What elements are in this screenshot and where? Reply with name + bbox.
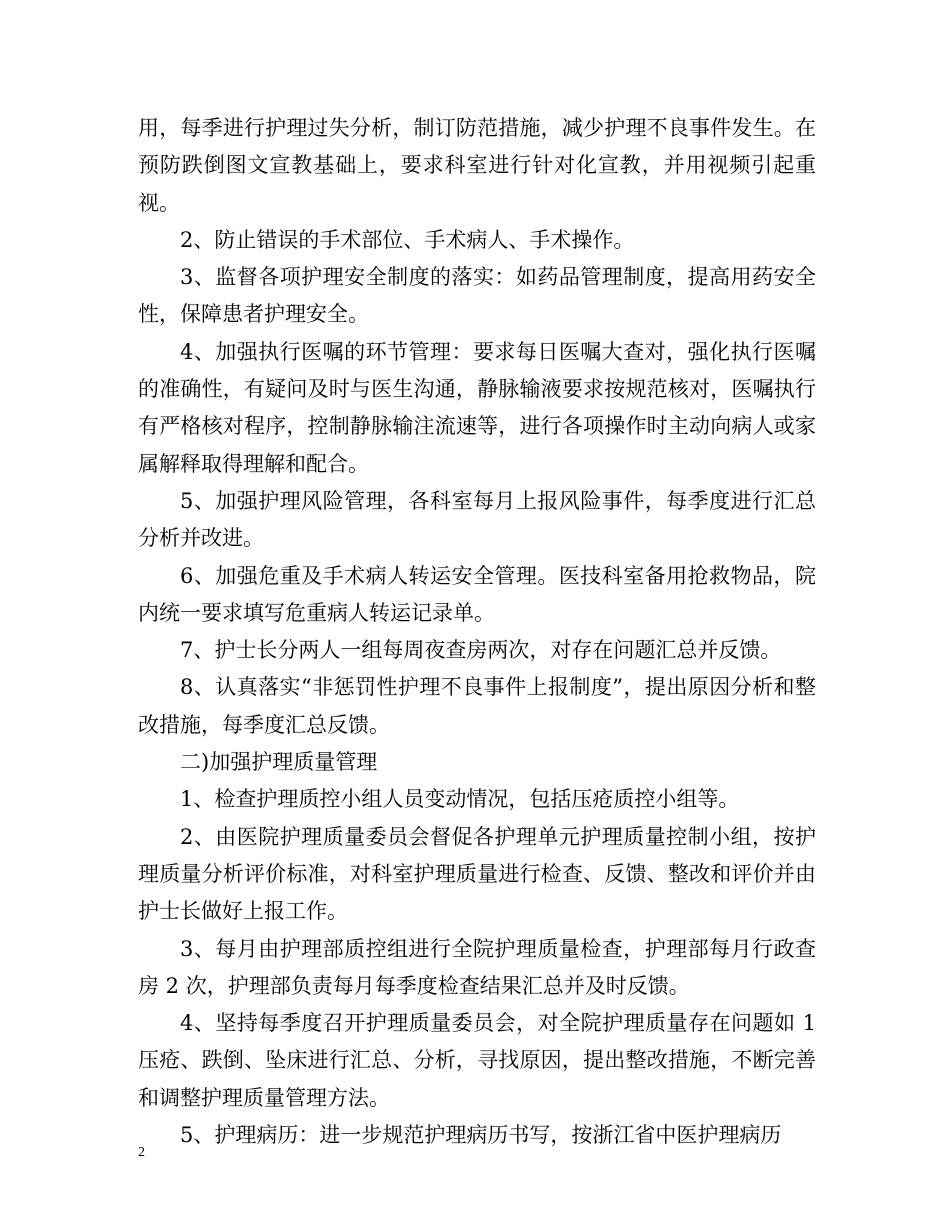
paragraph-11: 2、由医院护理质量委员会督促各护理单元护理质量控制小组，按护理质量分析评价标准，对科室护理质量进行检查、反馈、整改和评价并由护士长做好上报工作。	[138, 824, 816, 924]
paragraph-4: 4、加强执行医嘱的环节管理：要求每日医嘱大查对，强化执行医嘱的准确性，有疑问及时与医生沟通，静脉输液要求按规范核对，医嘱执行有严格核对程序，控制静脉输注流速等，进行各项操作时主动向病人或家属解释取得理解和配合。	[138, 339, 816, 476]
paragraph-14: 5、护理病历：进一步规范护理病历书写，按浙江省中医护理病历	[180, 1123, 782, 1148]
paragraph-1: 用，每季进行护理过失分析，制订防范措施，减少护理不良事件发生。在预防跌倒图文宣教基础上，要求科室进行针对化宣教，并用视频引起重视。	[138, 116, 816, 215]
paragraph-2: 2、防止错误的手术部位、手术病人、手术操作。	[180, 227, 635, 252]
paragraph-3: 3、监督各项护理安全制度的落实：如药品管理制度，提高用药安全性，保障患者护理安全。	[138, 265, 816, 327]
paragraph-13: 4、坚持每季度召开护理质量委员会，对全院护理质量存在问题如 1 压疮、跌倒、坠床进行汇总、分析，寻找原因，提出整改措施，不断完善和调整护理质量管理方法。	[138, 1011, 816, 1110]
paragraph-6: 6、加强危重及手术病人转运安全管理。医技科室备用抢救物品，院内统一要求填写危重病人转运记录单。	[138, 563, 816, 625]
paragraph-12: 3、每月由护理部质控组进行全院护理质量检查，护理部每月行政查房 2 次，护理部负责每月每季度检查结果汇总并及时反馈。	[138, 936, 816, 998]
paragraph-8: 8、认真落实“非惩罚性护理不良事件上报制度”，提出原因分析和整改措施，每季度汇总反馈。	[138, 675, 816, 737]
document-body	[138, 110, 816, 1154]
paragraph-10: 1、检查护理质控小组人员变动情况，包括压疮质控小组等。	[180, 787, 740, 812]
page-number: 2	[138, 1145, 145, 1160]
paragraph-5: 5、加强护理风险管理，各科室每月上报风险事件，每季度进行汇总分析并改进。	[138, 488, 816, 551]
section-heading: 二)加强护理质量管理	[180, 750, 378, 775]
paragraph-7: 7、护士长分两人一组每周夜查房两次，对存在问题汇总并反馈。	[180, 638, 782, 663]
